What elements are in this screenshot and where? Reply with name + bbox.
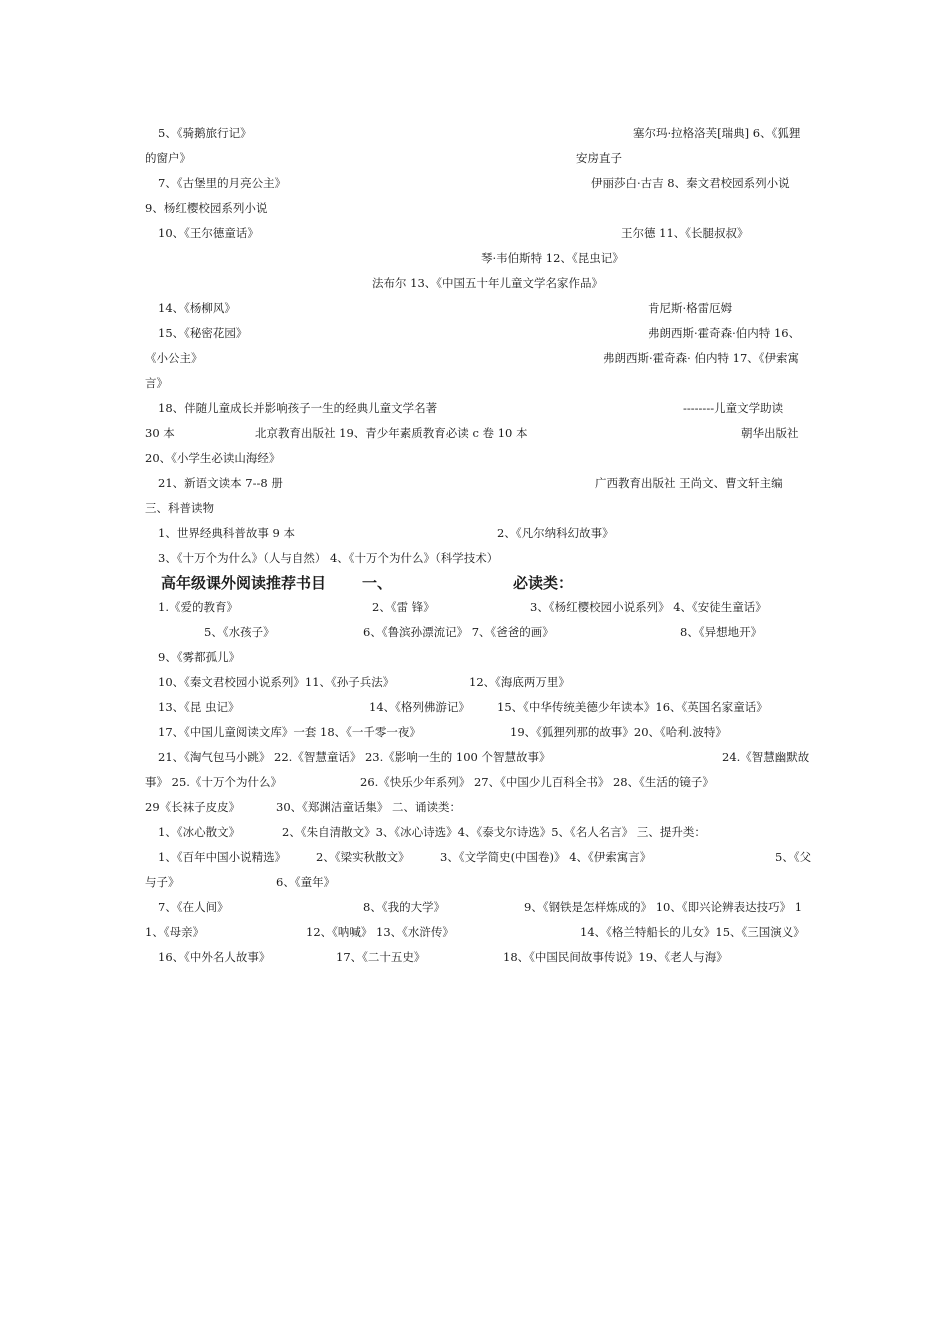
text-line xyxy=(0,324,950,342)
text-segment: 20、《小学生必读山海经》 xyxy=(145,451,281,465)
section-heading xyxy=(0,573,950,595)
text-segment: 弗朗西斯·霍奇森·伯内特 16、 xyxy=(648,326,801,340)
text-segment: 6、《童年》 xyxy=(276,875,336,889)
text-segment: 肯尼斯·格雷厄姆 xyxy=(648,301,733,315)
text-segment: 14、《格列佛游记》 xyxy=(369,700,470,714)
text-segment: 5、《水孩子》 xyxy=(204,625,275,639)
text-segment: 5、《父 xyxy=(775,850,812,864)
text-segment: 24.《智慧幽默故 xyxy=(722,750,810,764)
text-segment: 与子》 xyxy=(145,875,180,889)
text-segment: 7、《古堡里的月亮公主》 xyxy=(158,176,287,190)
text-line xyxy=(0,449,950,467)
text-segment: 3、《杨红樱校园小说系列》 4、《安徒生童话》 xyxy=(530,600,767,614)
text-segment: 9、杨红樱校园系列小说 xyxy=(145,201,268,215)
text-line xyxy=(0,698,950,716)
text-segment: 5、《骑鹅旅行记》 xyxy=(158,126,252,140)
text-line xyxy=(0,923,950,941)
text-line xyxy=(0,549,950,567)
text-segment: 广西教育出版社 王尚文、曹文轩主编 xyxy=(595,476,783,490)
text-segment: 18、伴随儿童成长并影响孩子一生的经典儿童文学名著 xyxy=(158,401,438,415)
text-line xyxy=(0,224,950,242)
text-line xyxy=(0,374,950,392)
text-segment: 12、《海底两万里》 xyxy=(469,675,570,689)
text-segment: 2、《雷 锋》 xyxy=(372,600,435,614)
text-line xyxy=(0,748,950,766)
text-segment: 朝华出版社 xyxy=(741,426,799,440)
text-line xyxy=(0,648,950,666)
text-line xyxy=(0,149,950,167)
text-line xyxy=(0,723,950,741)
text-segment: 17、《二十五史》 xyxy=(336,950,426,964)
text-segment: 安房直子 xyxy=(576,151,622,165)
text-segment: 30、《郑渊洁童话集》 二、诵读类： xyxy=(276,800,462,814)
text-segment: 8、《异想地开》 xyxy=(680,625,763,639)
text-segment: 伊丽莎白·古吉 8、秦文君校园系列小说 xyxy=(591,176,790,190)
text-segment: 8、《我的大学》 xyxy=(363,900,446,914)
text-line xyxy=(0,798,950,816)
text-line xyxy=(0,598,950,616)
text-segment: --------儿童文学助读 xyxy=(683,401,784,415)
text-line xyxy=(0,773,950,791)
text-line xyxy=(0,349,950,367)
text-segment: 18、《中国民间故事传说》19、《老人与海》 xyxy=(503,950,728,964)
text-line xyxy=(0,299,950,317)
text-segment: 1.《爱的教育》 xyxy=(158,600,238,614)
text-segment: 6、《鲁滨孙漂流记》 7、《爸爸的画》 xyxy=(363,625,554,639)
text-line xyxy=(0,524,950,542)
text-segment: 的窗户》 xyxy=(145,151,191,165)
heading-text: 高年级课外阅读推荐书目 xyxy=(161,574,327,592)
text-segment: 1、《百年中国小说精选》 xyxy=(158,850,287,864)
text-segment: 14、《格兰特船长的儿女》15、《三国演义》 xyxy=(580,925,805,939)
text-segment: 1、《冰心散文》 xyxy=(158,825,241,839)
text-line xyxy=(0,474,950,492)
text-line xyxy=(0,174,950,192)
text-segment: 弗朗西斯·霍奇森· 伯内特 17、《伊索寓 xyxy=(603,351,800,365)
text-segment: 15、《秘密花园》 xyxy=(158,326,248,340)
text-segment: 北京教育出版社 19、青少年素质教育必读 c 卷 10 本 xyxy=(255,426,528,440)
text-line xyxy=(0,199,950,217)
text-segment: 《小公主》 xyxy=(145,351,203,365)
text-segment: 2、《朱自清散文》3、《冰心诗选》4、《泰戈尔诗选》5、《名人名言》 三、提升类： xyxy=(282,825,706,839)
text-segment: 30 本 xyxy=(145,426,175,440)
text-segment: 21、《淘气包马小跳》 22.《智慧童话》 23.《影响一生的 100 个智慧故事》 xyxy=(158,750,551,764)
text-line xyxy=(0,249,950,267)
text-line xyxy=(0,673,950,691)
text-line xyxy=(0,848,950,866)
text-segment: 15、《中华传统美德少年读本》16、《英国名家童话》 xyxy=(497,700,768,714)
text-segment: 29《长袜子皮皮》 xyxy=(145,800,241,814)
text-line xyxy=(0,948,950,966)
text-segment: 2、《梁实秋散文》 xyxy=(316,850,410,864)
text-segment: 三、科普读物 xyxy=(145,501,214,515)
text-line xyxy=(0,274,950,292)
text-line xyxy=(0,399,950,417)
text-line xyxy=(0,424,950,442)
text-segment: 2、《凡尔纳科幻故事》 xyxy=(497,526,614,540)
text-line xyxy=(0,499,950,517)
text-segment: 王尔德 11、《长腿叔叔》 xyxy=(621,226,749,240)
text-segment: 塞尔玛·拉格洛芙[瑞典] 6、《狐狸 xyxy=(633,126,801,140)
text-segment: 21、新语文读本 7--8 册 xyxy=(158,476,283,490)
text-line xyxy=(0,623,950,641)
text-segment: 3、《十万个为什么》（人与自然） 4、《十万个为什么》（科学技术） xyxy=(158,551,499,565)
text-segment: 琴·韦伯斯特 12、《昆虫记》 xyxy=(481,251,624,265)
text-segment: 16、《中外名人故事》 xyxy=(158,950,271,964)
text-segment: 10、《秦文君校园小说系列》11、《孙子兵法》 xyxy=(158,675,395,689)
text-segment: 事》 25.《十万个为什么》 xyxy=(145,775,282,789)
heading-text: 必读类： xyxy=(513,574,574,592)
text-segment: 7、《在人间》 xyxy=(158,900,229,914)
text-line xyxy=(0,873,950,891)
text-segment: 26.《快乐少年系列》 27、《中国少儿百科全书》 28、《生活的镜子》 xyxy=(360,775,714,789)
text-segment: 19、《狐狸列那的故事》20、《哈利.波特》 xyxy=(510,725,727,739)
text-segment: 1、《母亲》 xyxy=(145,925,205,939)
text-segment: 17、《中国儿童阅读文库》一套 18、《一千零一夜》 xyxy=(158,725,421,739)
text-segment: 3、《文学简史(中国卷)》 4、《伊索寓言》 xyxy=(440,850,652,864)
text-line xyxy=(0,898,950,916)
text-segment: 9、《雾都孤儿》 xyxy=(158,650,241,664)
text-segment: 9、《钢铁是怎样炼成的》 10、《即兴论辨表达技巧》 1 xyxy=(524,900,803,914)
text-line xyxy=(0,823,950,841)
text-segment: 法布尔 13、《中国五十年儿童文学名家作品》 xyxy=(372,276,604,290)
text-line xyxy=(0,124,950,142)
heading-text: 一、 xyxy=(362,574,393,592)
text-segment: 12、《呐喊》 13、《水浒传》 xyxy=(306,925,454,939)
text-segment: 14、《杨柳风》 xyxy=(158,301,236,315)
text-segment: 13、《昆 虫记》 xyxy=(158,700,240,714)
text-segment: 言》 xyxy=(145,376,168,390)
text-segment: 10、《王尔德童话》 xyxy=(158,226,259,240)
text-segment: 1、世界经典科普故事 9 本 xyxy=(158,526,295,540)
